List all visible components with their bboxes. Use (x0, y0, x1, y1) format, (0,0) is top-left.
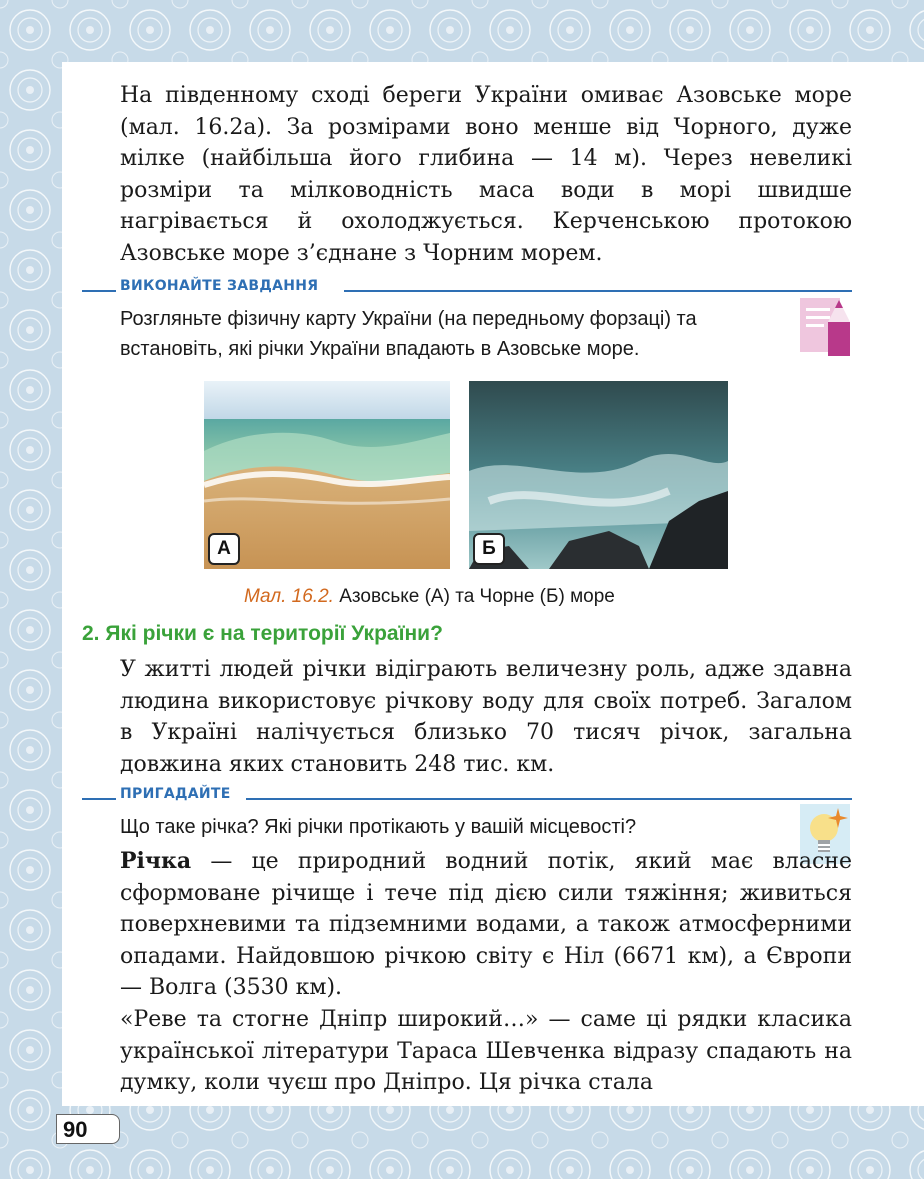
paragraph-1-text: На південному сході береги України омиває Азовське море (мал. 16.2а). За розмірами воно менше від Чорного, дуже мілке (найбільша його глибина — 14 м). Через невеликі розміри та мілководність маса води в морі швидше нагрівається й охолоджується. Керченською протокою Азовське море з’єднане з Чорним морем. (120, 83, 852, 266)
heading-rule-left (82, 798, 116, 800)
section-2-title: 2. Які річки є на території України? (82, 622, 443, 645)
task-heading-label: ВИКОНАЙТЕ ЗАВДАННЯ (120, 278, 319, 294)
recall-heading (82, 786, 852, 804)
paragraph-2-text: У житті людей річки відіграють величезну роль, адже здавна людина використовує річкову воду для своїх потреб. Загалом в Україні налічується близько 70 тисяч річок, загальна довжина яких становить 248 тис. км. (120, 657, 852, 777)
task-2-text (120, 812, 780, 842)
figure-caption (244, 586, 615, 608)
photo-azov-sea (204, 381, 450, 569)
paragraph-river-definition (120, 846, 852, 1004)
caption-number: Мал. 16.2. (244, 586, 334, 607)
task-heading (82, 278, 852, 296)
caption-text: Азовське (А) та Чорне (Б) море (339, 586, 615, 607)
notebook-pencil-icon (800, 296, 852, 362)
heading-rule-right (344, 290, 852, 292)
paragraph-4-text: «Реве та стогне Дніпр широкий…» — саме ці рядки класика української літератури Тараса Шевченка відразу спадають на думку, коли чуєш про Дніпро. Ця річка стала (120, 1007, 852, 1096)
photo-b-label: Б (473, 533, 505, 565)
paragraph-dnipro (120, 1004, 852, 1099)
page-number: 90 (56, 1114, 120, 1144)
definition-text: — це природний водний потік, який має власне сформоване річище і тече під дією сили тяжіння; живиться поверхневими та підземними водами, а також атмосферними опадами. Найдовшою річкою світу є Ніл (6671 км), а Європи — Волга (3530 км). (120, 849, 852, 1001)
paragraph-rivers-role (120, 654, 852, 780)
photo-black-sea (469, 381, 728, 569)
task-2-line-1: Що таке річка? Які річки протікають у вашій місцевості? (120, 816, 637, 838)
recall-heading-label: ПРИГАДАЙТЕ (120, 786, 231, 802)
task-1-line-1: Розгляньте фізичну карту України (на передньому форзаці) та (120, 308, 697, 330)
task-1-text (120, 304, 800, 364)
photo-a-label: А (208, 533, 240, 565)
paragraph-3-text (120, 846, 852, 1004)
heading-rule-left (82, 290, 116, 292)
task-1-line-2: встановіть, які річки України впадають в Азовське море. (120, 338, 640, 360)
definition-term: Річка (120, 848, 192, 874)
heading-rule-right (246, 798, 852, 800)
paragraph-azov-sea (120, 80, 852, 270)
